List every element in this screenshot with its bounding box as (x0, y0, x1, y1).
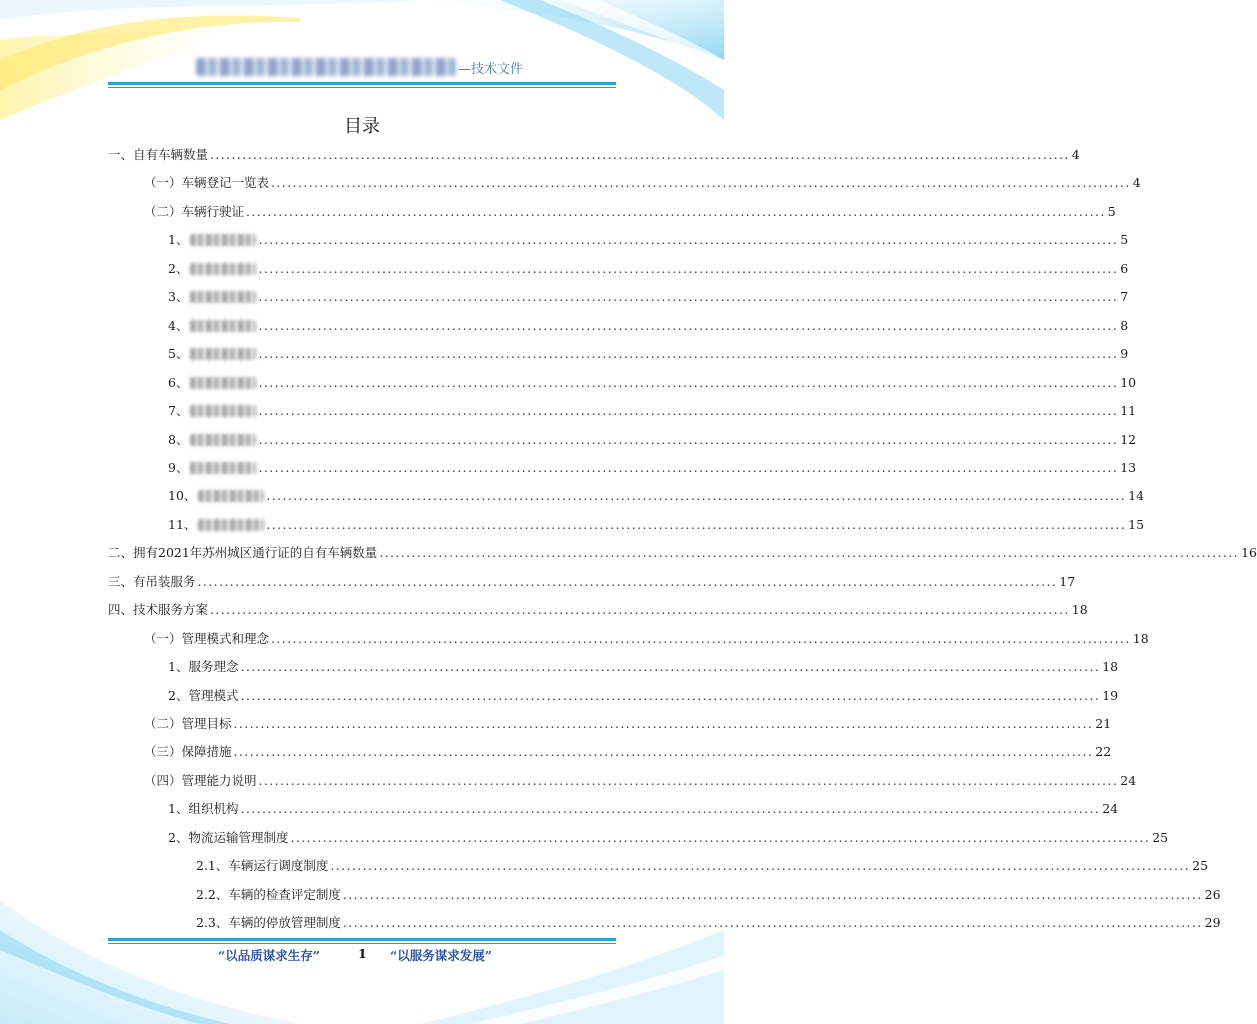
toc-leader-dots: ................................................................................................................................................................ (271, 630, 1131, 646)
toc-entry-label (144, 771, 257, 791)
toc-entry-text: 一、自有车辆数量 (108, 147, 209, 162)
doc-type-label: —技术文件 (458, 62, 524, 77)
toc-entry-label (108, 145, 208, 165)
toc-entry-label (144, 173, 269, 193)
toc-entry-label (168, 486, 264, 506)
toc-page-number: 18 (1102, 659, 1119, 675)
redacted-vehicle-name (190, 434, 256, 446)
toc-leader-dots: ................................................................................................................................................................ (342, 886, 1203, 902)
toc-entry-text: 10、 (168, 488, 197, 504)
toc-entry-label (168, 430, 256, 450)
toc-page-number: 16 (1241, 545, 1257, 561)
toc-entry-label (168, 259, 256, 279)
toc-entry-label (168, 401, 256, 421)
toc-entry-label (144, 714, 232, 734)
footer-rule (108, 938, 616, 941)
redacted-vehicle-name (190, 263, 256, 275)
toc-entry[interactable] (144, 742, 1112, 762)
toc-entry-label (168, 344, 256, 364)
toc-page-number: 13 (1120, 459, 1137, 475)
toc-entry[interactable] (108, 572, 1076, 592)
toc-page-number: 5 (1107, 203, 1116, 219)
toc-entry-label (168, 799, 238, 819)
toc-entry[interactable] (168, 401, 1137, 421)
toc-leader-dots: ................................................................................................................................................................ (240, 659, 1101, 675)
toc-entry[interactable] (196, 885, 1221, 905)
toc-entry[interactable] (144, 629, 1149, 649)
toc-leader-dots: ................................................................................................................................................................ (233, 744, 1094, 760)
redacted-company-name (196, 58, 456, 76)
toc-entry[interactable] (144, 714, 1112, 734)
toc-leader-dots: ................................................................................................................................................................ (258, 772, 1119, 788)
toc-page-number: 24 (1120, 772, 1137, 788)
toc-entry-text: 二、拥有2021年苏州城区通行证的自有车辆数量 (108, 545, 378, 561)
toc-leader-dots: ................................................................................................................................................................ (258, 232, 1119, 248)
toc-entry[interactable] (168, 430, 1137, 450)
toc-page-number: 4 (1132, 175, 1141, 191)
toc-entry[interactable] (168, 316, 1129, 336)
toc-leader-dots: ................................................................................................................................................................ (240, 687, 1101, 703)
page-number: 1 (358, 946, 367, 961)
toc-entry-label (196, 885, 341, 905)
toc-entry-text: 4、 (168, 317, 189, 333)
toc-entry-label (168, 230, 256, 250)
toc-entry[interactable] (168, 230, 1129, 250)
toc-leader-dots: ................................................................................................................................................................ (330, 858, 1191, 874)
toc-entry-text: （三）保障措施 (144, 744, 232, 760)
toc-leader-dots: ................................................................................................................................................................ (240, 801, 1101, 817)
toc-page-number: 7 (1120, 289, 1129, 305)
toc-entry-text: 3、 (168, 289, 189, 305)
toc-entry[interactable] (168, 458, 1137, 478)
toc-entry-label (168, 287, 256, 307)
toc-entry-label (168, 373, 256, 393)
toc-entry-text: 9、 (168, 459, 189, 475)
toc-entry[interactable] (196, 856, 1209, 876)
toc-entry-text: （四）管理能力说明 (144, 772, 257, 788)
toc-entry-label (168, 657, 238, 677)
toc-entry[interactable] (168, 259, 1129, 279)
toc-page-number: 6 (1120, 260, 1129, 276)
toc-entry[interactable] (168, 287, 1129, 307)
toc-entry-text: 2、管理模式 (168, 687, 239, 703)
toc-entry-text: 1、 (168, 232, 189, 248)
toc-entry-label (168, 828, 288, 848)
toc-entry-label (144, 629, 269, 649)
toc-entry-label (144, 742, 232, 762)
footer-rule-thin (108, 943, 616, 944)
toc-entry[interactable] (144, 771, 1137, 791)
redacted-vehicle-name (190, 377, 256, 389)
toc-entry[interactable] (168, 515, 1145, 535)
toc-leader-dots: ................................................................................................................................................................ (258, 459, 1119, 475)
toc-page-number: 17 (1059, 573, 1076, 589)
toc-entry[interactable] (144, 202, 1116, 222)
toc-entry[interactable] (168, 486, 1145, 506)
toc-entry-text: 1、服务理念 (168, 659, 239, 675)
toc-entry-label (144, 202, 244, 222)
toc-entry[interactable] (168, 373, 1137, 393)
toc-entry-text: 三、有吊装服务 (108, 573, 196, 589)
toc-entry-text: 7、 (168, 403, 189, 419)
toc-entry[interactable] (108, 145, 1080, 165)
toc-entry-label (168, 686, 238, 706)
toc-entry-text: （一）车辆登记一览表 (144, 175, 270, 191)
toc-entry-text: 2.3、车辆的停放管理制度 (196, 915, 341, 931)
toc-page-number: 10 (1120, 374, 1137, 390)
toc-page-number: 29 (1204, 915, 1221, 931)
redacted-vehicle-name (190, 462, 256, 474)
toc-entry-label (196, 856, 328, 876)
toc-entry[interactable] (144, 173, 1141, 193)
toc-entry[interactable] (168, 799, 1119, 819)
header-rule (108, 82, 616, 85)
toc-page-number: 11 (1120, 403, 1137, 419)
toc-leader-dots: ................................................................................................................................................................ (379, 545, 1240, 561)
toc-page-number: 24 (1102, 801, 1119, 817)
redacted-vehicle-name (198, 490, 264, 502)
toc-entry-text: （一）管理模式和理念 (144, 630, 270, 646)
toc-entry-label (108, 600, 208, 620)
page-footer (0, 946, 724, 966)
toc-leader-dots: ................................................................................................................................................................ (258, 431, 1119, 447)
toc-leader-dots: ................................................................................................................................................................ (210, 602, 1070, 618)
toc-entry-text: 2.1、车辆运行调度制度 (196, 858, 329, 874)
toc-page-number: 25 (1192, 858, 1209, 874)
toc-page-number: 21 (1095, 716, 1112, 731)
toc-page-number: 12 (1120, 431, 1137, 447)
footer-motto-left: “以品质谋求生存” (218, 948, 320, 963)
toc-page-number: 9 (1120, 346, 1129, 362)
toc-page-number: 18 (1071, 602, 1088, 618)
toc-entry-label (168, 316, 256, 336)
toc-entry-label (168, 515, 264, 535)
toc-page-number: 4 (1071, 147, 1080, 162)
toc-entry[interactable] (108, 543, 1257, 563)
toc-leader-dots: ................................................................................................................................................................ (290, 829, 1151, 845)
toc-entry-text: 2、 (168, 260, 189, 276)
toc-page-number: 22 (1095, 744, 1112, 760)
toc-entry-text: （二）管理目标 (144, 716, 232, 731)
toc-entry[interactable] (168, 686, 1119, 706)
toc-leader-dots: ................................................................................................................................................................ (246, 203, 1106, 219)
toc-entry-label (168, 458, 256, 478)
redacted-vehicle-name (190, 291, 256, 303)
toc-leader-dots: ................................................................................................................................................................ (258, 346, 1119, 362)
toc-page-number: 8 (1120, 317, 1129, 333)
toc-entry-text: 8、 (168, 431, 189, 447)
page-header (108, 52, 616, 92)
toc-entry-text: 6、 (168, 374, 189, 390)
toc-page-number: 19 (1102, 687, 1119, 703)
toc-leader-dots: ................................................................................................................................................................ (271, 175, 1131, 191)
toc-entry-text: （二）车辆行驶证 (144, 203, 245, 219)
toc-page-number: 14 (1128, 488, 1145, 504)
toc-leader-dots: ................................................................................................................................................................ (258, 289, 1119, 305)
toc-entry-text: 2.2、车辆的检查评定制度 (196, 886, 341, 902)
toc-entry-label (108, 572, 196, 592)
toc-leader-dots: ................................................................................................................................................................ (266, 516, 1127, 532)
toc-leader-dots: ................................................................................................................................................................ (266, 488, 1127, 504)
toc-page-number: 15 (1128, 516, 1145, 532)
toc-leader-dots: ................................................................................................................................................................ (233, 716, 1094, 731)
toc-entry[interactable] (168, 657, 1119, 677)
redacted-vehicle-name (190, 348, 256, 360)
footer-motto-right: “以服务谋求发展” (390, 948, 492, 963)
toc-entry-label (108, 543, 377, 563)
header-rule-thin (108, 87, 616, 88)
toc-leader-dots: ................................................................................................................................................................ (258, 374, 1119, 390)
toc-page-number: 26 (1204, 886, 1221, 902)
toc-page-number: 18 (1132, 630, 1149, 646)
toc-entry-text: 四、技术服务方案 (108, 602, 209, 618)
toc-entry-text: 2、物流运输管理制度 (168, 829, 289, 845)
toc-leader-dots: ................................................................................................................................................................ (258, 317, 1119, 333)
toc-entry-text: 11、 (168, 516, 197, 532)
toc-entry[interactable] (196, 913, 1221, 933)
redacted-vehicle-name (198, 519, 264, 531)
toc-leader-dots: ................................................................................................................................................................ (342, 915, 1203, 931)
toc-page-number: 5 (1120, 232, 1129, 248)
toc-entry-text: 5、 (168, 346, 189, 362)
redacted-vehicle-name (190, 320, 256, 332)
toc-entry-text: 1、组织机构 (168, 801, 239, 817)
toc-entry-label (196, 913, 341, 933)
toc-leader-dots: ................................................................................................................................................................ (197, 573, 1058, 589)
redacted-vehicle-name (190, 405, 256, 417)
toc-title: 目录 (344, 116, 380, 137)
toc-leader-dots: ................................................................................................................................................................ (258, 403, 1119, 419)
toc-leader-dots: ................................................................................................................................................................ (210, 147, 1070, 162)
toc-entry[interactable] (168, 828, 1169, 848)
toc-leader-dots: ................................................................................................................................................................ (258, 260, 1119, 276)
toc-entry[interactable] (108, 600, 1088, 620)
toc-page-number: 25 (1152, 829, 1169, 845)
toc-entry[interactable] (168, 344, 1129, 364)
redacted-vehicle-name (190, 234, 256, 246)
